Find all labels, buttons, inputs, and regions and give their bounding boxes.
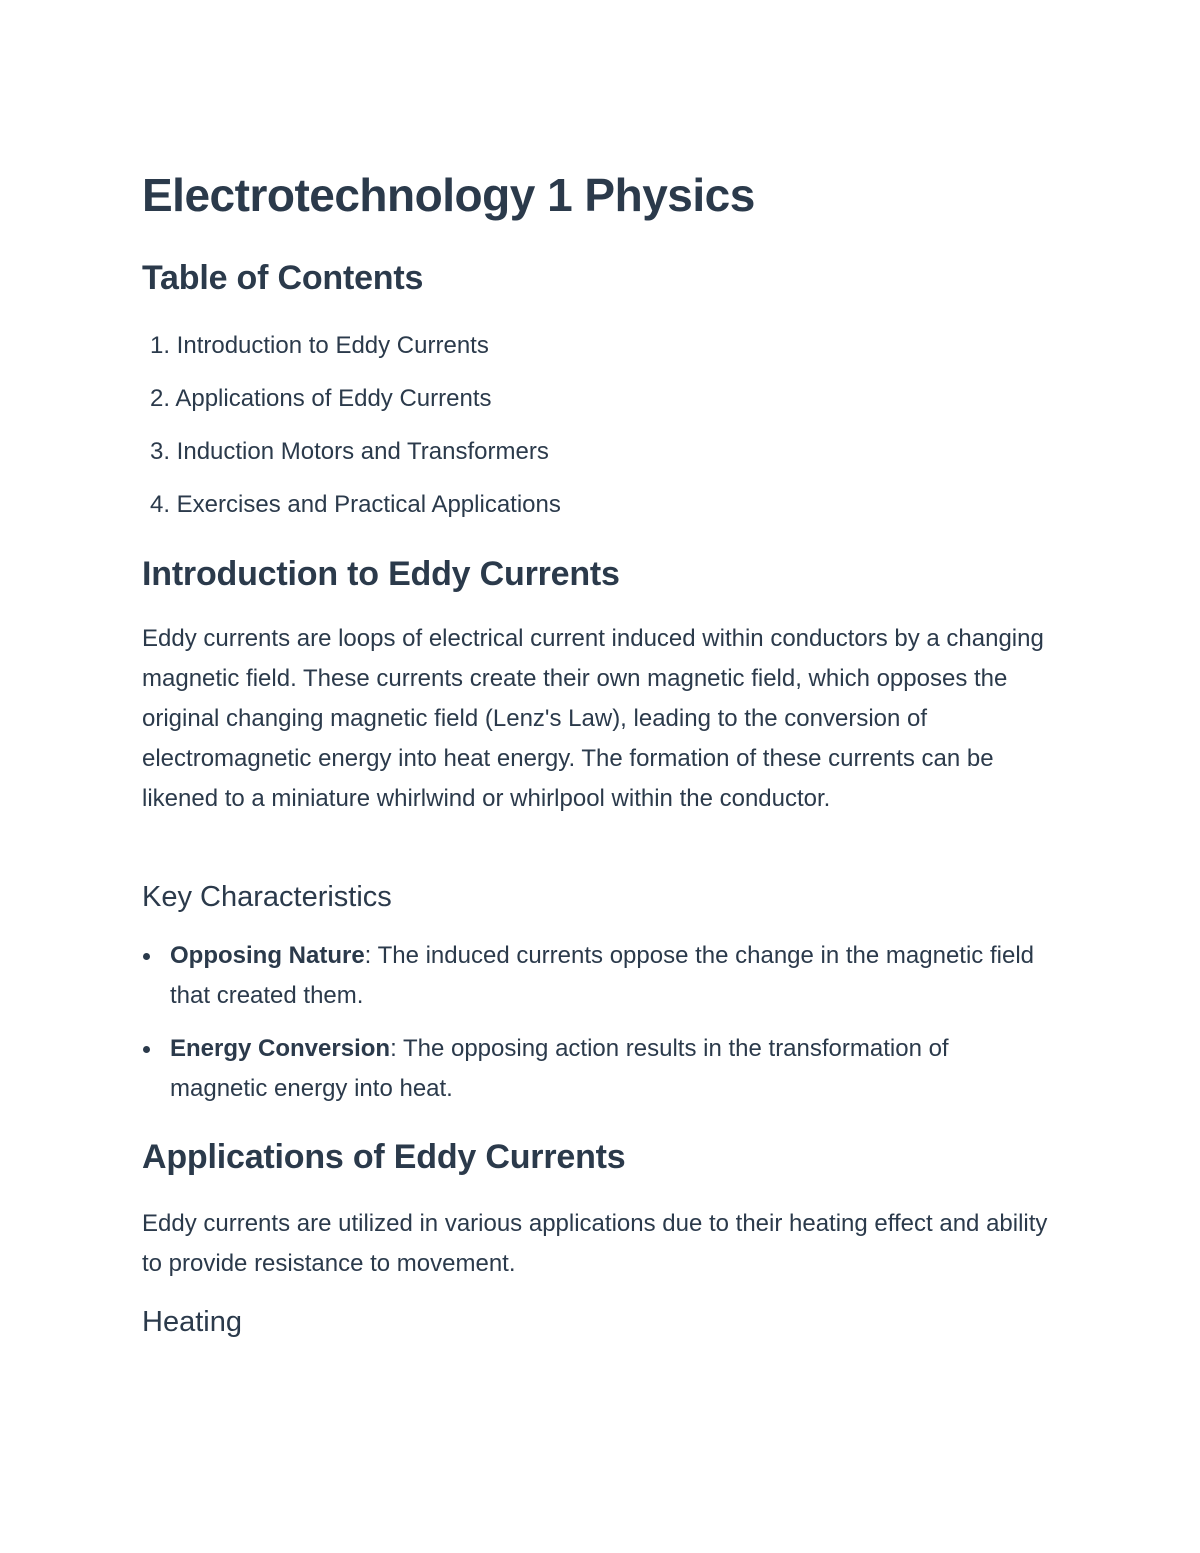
bullet-text: : The opposing action results in the transformation of magnetic energy into heat. <box>170 1035 949 1102</box>
document-title: Electrotechnology 1 Physics <box>142 169 755 221</box>
bullet-term: Opposing Nature <box>170 942 365 969</box>
toc-number: 3. <box>149 438 170 465</box>
subheading-heating: Heating <box>142 1306 242 1338</box>
toc-item-4[interactable] <box>142 489 561 521</box>
bullet-term: Energy Conversion <box>170 1035 391 1062</box>
bullet-item <box>142 936 1050 1016</box>
subheading-key-characteristics: Key Characteristics <box>142 881 392 913</box>
toc-label: Introduction to Eddy Currents <box>176 332 489 359</box>
toc-label: Induction Motors and Transformers <box>176 438 549 465</box>
applications-paragraph: Eddy currents are utilized in various applications due to their heating effect and ability to provide resistance to movement. <box>142 1210 1048 1277</box>
toc-heading: Table of Contents <box>142 259 424 297</box>
bullet-item <box>142 1029 1050 1109</box>
toc-number: 4. <box>149 491 170 518</box>
toc-label: Exercises and Practical Applications <box>176 491 561 518</box>
section-heading-applications: Applications of Eddy Currents <box>142 1138 626 1176</box>
toc-number: 2. <box>149 385 170 412</box>
toc-item-2[interactable] <box>142 383 492 415</box>
intro-paragraph: Eddy currents are loops of electrical current induced within conductors by a changing magnetic field. These currents create their own magnetic field, which opposes the original changing magnetic field (Lenz's Law), leading to the conversion of electromagnetic energy into heat energy. The formation of these currents can be likened to a miniature whirlwind or whirlpool within the conductor. <box>142 625 1044 812</box>
toc-number: 1. <box>149 332 170 359</box>
toc-item-3[interactable] <box>142 436 549 468</box>
toc-item-1[interactable] <box>142 330 489 362</box>
bullet-dot <box>143 1046 150 1053</box>
toc-label: Applications of Eddy Currents <box>175 385 492 412</box>
section-heading-introduction: Introduction to Eddy Currents <box>142 555 620 593</box>
bullet-dot <box>143 953 150 960</box>
bullet-text: : The induced currents oppose the change in the magnetic field that created them. <box>170 942 1034 1009</box>
